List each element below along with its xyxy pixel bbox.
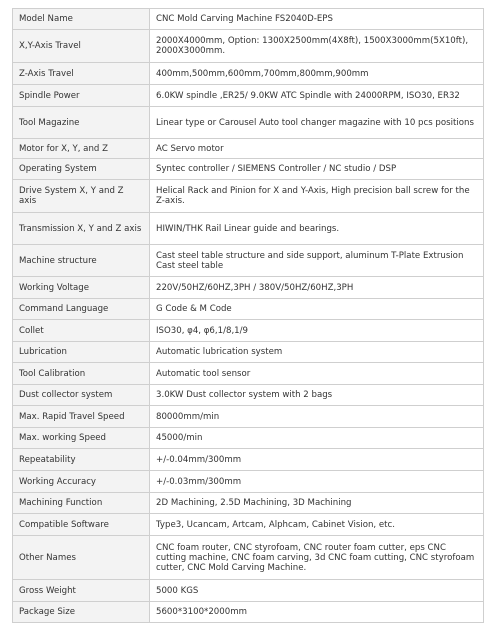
spec-label: Dust collector system (13, 385, 150, 406)
spec-label: Machine structure (13, 245, 150, 277)
spec-value: 5000 KGS (150, 580, 484, 602)
table-row (13, 449, 484, 471)
spec-value: ISO30, φ4, φ6,1/8,1/9 (150, 320, 484, 342)
spec-label: Collet (13, 320, 150, 342)
spec-label: Tool Calibration (13, 363, 150, 385)
spec-value: G Code & M Code (150, 299, 484, 320)
spec-label: Machining Function (13, 493, 150, 514)
spec-value: CNC foam router, CNC styrofoam, CNC router foam cutter, eps CNC cutting machine, CNC foam carving, 3d CNC foam cutting, CNC styrofoam cutter, CNC Mold Carving Machine. (150, 536, 484, 580)
spec-value: HIWIN/THK Rail Linear guide and bearings. (150, 213, 484, 245)
table-row (13, 471, 484, 493)
spec-value: 80000mm/min (150, 406, 484, 428)
spec-label: Working Voltage (13, 277, 150, 299)
table-row (13, 406, 484, 428)
spec-value: Cast steel table structure and side support, aluminum T-Plate Extrusion Cast steel table (150, 245, 484, 277)
spec-table (12, 8, 484, 623)
spec-value: 2D Machining, 2.5D Machining, 3D Machining (150, 493, 484, 514)
table-row (13, 580, 484, 602)
spec-label: Max. Rapid Travel Speed (13, 406, 150, 428)
table-row (13, 493, 484, 514)
table-row (13, 363, 484, 385)
spec-label: Other Names (13, 536, 150, 580)
spec-value: 3.0KW Dust collector system with 2 bags (150, 385, 484, 406)
table-row (13, 107, 484, 139)
table-row (13, 536, 484, 580)
table-row (13, 428, 484, 449)
table-row (13, 159, 484, 180)
table-row (13, 9, 484, 30)
spec-value: Automatic tool sensor (150, 363, 484, 385)
spec-table-container (12, 8, 484, 623)
spec-label: Spindle Power (13, 85, 150, 107)
spec-label: Operating System (13, 159, 150, 180)
spec-value: 2000X4000mm, Option: 1300X2500mm(4X8ft), 1500X3000mm(5X10ft), 2000X3000mm. (150, 30, 484, 63)
spec-label: Model Name (13, 9, 150, 30)
spec-label: Gross Weight (13, 580, 150, 602)
spec-label: Z-Axis Travel (13, 63, 150, 85)
spec-value: Automatic lubrication system (150, 342, 484, 363)
spec-value: CNC Mold Carving Machine FS2040D-EPS (150, 9, 484, 30)
table-row (13, 213, 484, 245)
table-row (13, 602, 484, 623)
table-row (13, 299, 484, 320)
spec-value: Helical Rack and Pinion for X and Y-Axis, High precision ball screw for the Z-axis. (150, 180, 484, 213)
spec-label: Tool Magazine (13, 107, 150, 139)
spec-value: 5600*3100*2000mm (150, 602, 484, 623)
table-row (13, 63, 484, 85)
table-row (13, 180, 484, 213)
spec-label: Package Size (13, 602, 150, 623)
table-row (13, 139, 484, 159)
table-row (13, 245, 484, 277)
spec-label: Command Language (13, 299, 150, 320)
spec-value: +/-0.03mm/300mm (150, 471, 484, 493)
spec-label: Max. working Speed (13, 428, 150, 449)
spec-value: Type3, Ucancam, Artcam, Alphcam, Cabinet Vision, etc. (150, 514, 484, 536)
table-row (13, 514, 484, 536)
spec-label: Working Accuracy (13, 471, 150, 493)
table-row (13, 320, 484, 342)
spec-value: 400mm,500mm,600mm,700mm,800mm,900mm (150, 63, 484, 85)
spec-label: Transmission X, Y and Z axis (13, 213, 150, 245)
spec-value: +/-0.04mm/300mm (150, 449, 484, 471)
spec-label: Motor for X, Y, and Z (13, 139, 150, 159)
spec-value: Linear type or Carousel Auto tool changer magazine with 10 pcs positions (150, 107, 484, 139)
spec-value: 6.0KW spindle ,ER25/ 9.0KW ATC Spindle with 24000RPM, ISO30, ER32 (150, 85, 484, 107)
spec-label: X,Y-Axis Travel (13, 30, 150, 63)
table-row (13, 277, 484, 299)
table-row (13, 385, 484, 406)
spec-value: Syntec controller / SIEMENS Controller / NC studio / DSP (150, 159, 484, 180)
spec-label: Lubrication (13, 342, 150, 363)
spec-label: Compatible Software (13, 514, 150, 536)
table-row (13, 85, 484, 107)
spec-label: Drive System X, Y and Z axis (13, 180, 150, 213)
spec-value: 45000/min (150, 428, 484, 449)
table-row (13, 30, 484, 63)
spec-label: Repeatability (13, 449, 150, 471)
spec-value: AC Servo motor (150, 139, 484, 159)
table-row (13, 342, 484, 363)
spec-value: 220V/50HZ/60HZ,3PH / 380V/50HZ/60HZ,3PH (150, 277, 484, 299)
